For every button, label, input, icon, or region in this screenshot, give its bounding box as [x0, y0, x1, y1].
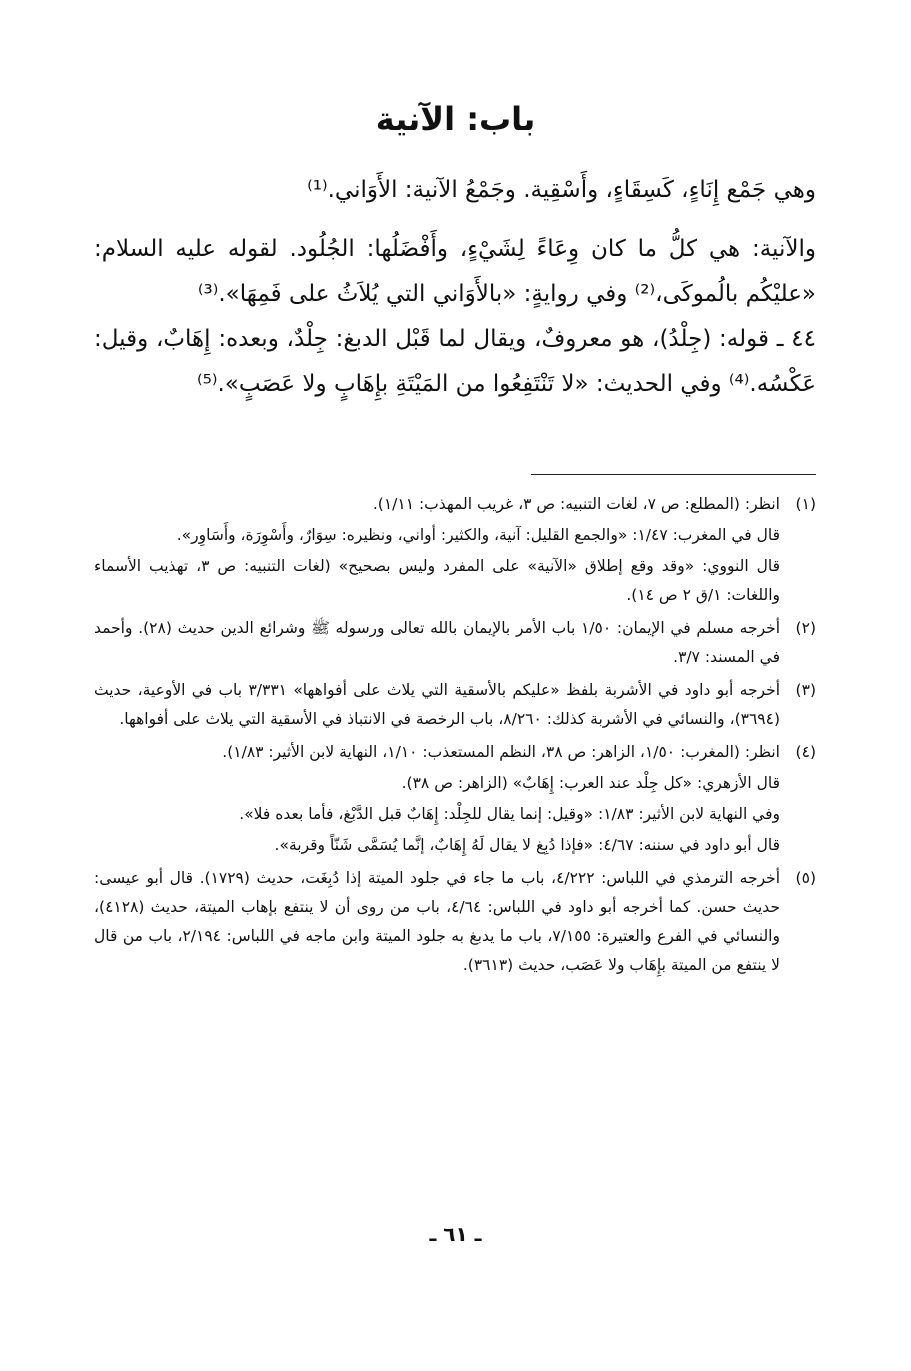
footnote-separator — [531, 474, 816, 475]
footnote-line: أخرجه الترمذي في اللباس: ٤/٢٢٢، باب ما جاء في جلود الميتة إذا دُبِغَت، حديث (١٧٢٩). قال أبو عيسى: حديث حسن. كما أخرجه أبو داود في اللباس: ٤/٦٤، باب من روى أن لا ينتفع بإهاب الميتة، حديث (٤١٢٨)، والنسائي في الفرع والعتيرة: ٧/١٥٥، باب ما يدبغ به جلود الميتة وابن ماجه في اللباس: ٢/١٩٤، باب من قال لا ينتفع من الميتة بإِهَاب ولا عَصَب، حديث (٣٦١٣). — [94, 869, 781, 974]
footnote-2 — [94, 614, 816, 672]
footnote-line: أخرجه مسلم في الإيمان: ١/٥٠ باب الأمر بالإيمان بالله تعالى ورسوله ﷺ وشرائع الدين حديث (٢٨). وأحمد في المسند: ٣/٧. — [94, 619, 781, 666]
footnote-number: (٢) — [795, 619, 816, 637]
main-text — [94, 168, 816, 407]
footnote-line: أخرجه أبو داود في الأشربة بلفظ «عليكم بالأسقية التي يلاث على أفواهها» ٣/٣٣١ باب في الأوعية، حديث (٣٦٩٤)، والنسائي في الأشربة كذلك: ٨/٢٦٠، باب الرخصة في الانتباذ في الأسقية التي يلاث على أفواهها. — [94, 681, 780, 728]
footnote-line: قال النووي: «وقد وقع إطلاق «الآنية» على المفرد وليس بصحيح» (لغات التنبيه: ص ٣، تهذيب الأسماء واللغات: ١/ق ٢ ص ١٤). — [94, 557, 780, 604]
chapter-title: باب: الآنية — [375, 100, 536, 138]
paragraph-vessels: والآنية: هي كلُّ ما كان وِعَاءً لِشَيْءٍ، وأَفْضَلُها: الجُلُود. لقوله عليه السلام: «عليْكُم بالُموكَى،⁽²⁾ وفي روايةٍ: «بالأَوَاني التي يُلاَثُ على فَمِهَا».⁽³⁾ — [94, 236, 816, 307]
footnotes — [94, 490, 816, 984]
footnote-line: انظر: (المطلع: ص ٧، لغات التنبيه: ص ٣، غريب المهذب: ١/١١). — [372, 495, 780, 513]
footnote-line: انظر: (المغرب: ١/٥٠، الزاهر: ص ٣٨، النظم المستعذب: ١/١٠، النهاية لابن الأثير: ١/٨٣). — [222, 743, 780, 761]
footnote-line: قال الأزهري: «كل جِلْد عند العرب: إِهَابٌ» (الزاهر: ص ٣٨). — [401, 774, 780, 792]
footnote-3 — [94, 676, 816, 734]
footnote-5 — [94, 864, 816, 980]
footnote-line: قال أبو داود في سننه: ٤/٦٧: «فإذا دُبِغ لا يقال لَهُ إِهَابٌ، إنَّما يُسَمَّى شَنّاً وقربة». — [274, 836, 780, 854]
footnote-1 — [94, 490, 816, 610]
footnote-number: (٤) — [795, 743, 816, 761]
footnote-number: (٥) — [795, 869, 816, 887]
footnote-4 — [94, 738, 816, 860]
footnote-line: قال في المغرب: ١/٤٧: «والجمع القليل: آنية، والكثير: أواني، ونظيره: سِوَارٌ، وأَسْوِرَة، وأَسَاوِر». — [176, 526, 780, 544]
page-number: ـ ٦١ ـ — [429, 1222, 482, 1246]
paragraph-definition: وهي جَمْع إِنَاءٍ، كَسِقَاءٍ، وأَسْقِية. وجَمْعُ الآنية: الأَوَاني.⁽¹⁾ — [307, 177, 816, 203]
footnote-line: وفي النهاية لابن الأثير: ١/٨٣: «وقيل: إنما يقال للجِلْد: إِهَابٌ قبل الدَّبْغ، فأما بعده فلا». — [239, 805, 780, 823]
footnote-number: (١) — [795, 495, 816, 513]
footnote-number: (٣) — [795, 681, 816, 699]
paragraph-hide: ٤٤ ـ قوله: (جِلْدُ)، هو معروفٌ، ويقال لما قَبْل الدبغ: جِلْدٌ، وبعده: إِهَابٌ، وقيل: عَكْسُه.⁽⁴⁾ وفي الحديث: «لا تَنْتَفِعُوا من المَيْتَةِ بإِهَابٍ ولا عَصَبٍ».⁽⁵⁾ — [94, 326, 816, 397]
